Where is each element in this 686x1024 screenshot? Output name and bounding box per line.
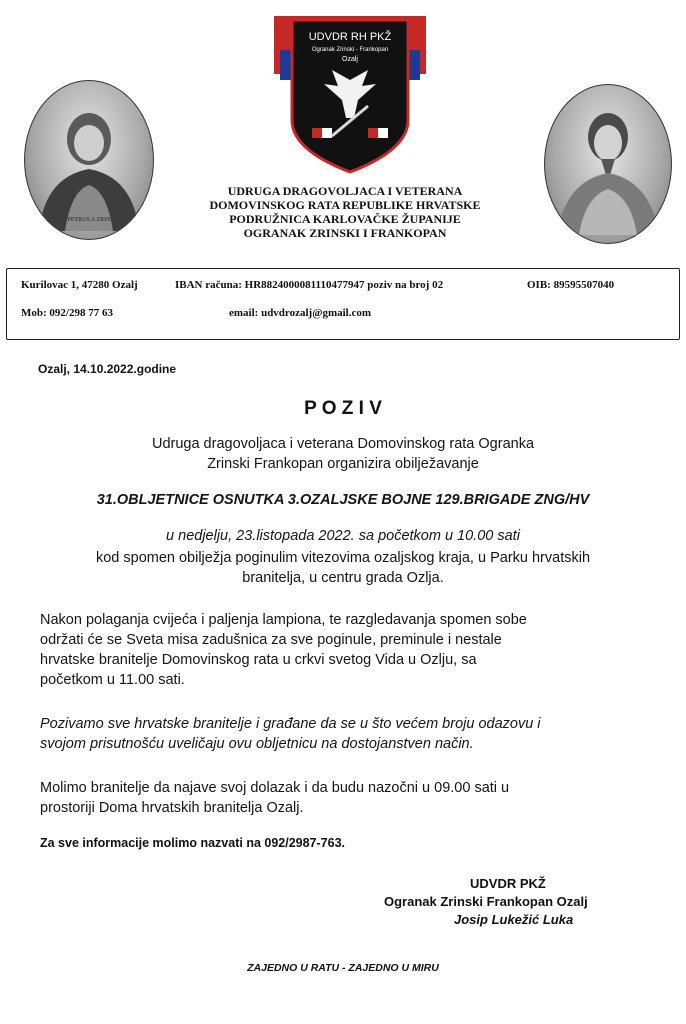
signature-name: Josip Lukežić Luka — [454, 912, 574, 927]
contact-box — [6, 268, 680, 340]
where-line-1: kod spomen obilježja poginulim vitezovima ozaljskog kraja, u Parku hrvatskih — [95, 550, 591, 566]
contact-email: email: udvdrozalj@gmail.com — [229, 307, 372, 319]
contact-address: Kurilovac 1, 47280 Ozalj — [21, 279, 138, 291]
p1-line-1: Nakon polaganja cvijeća i paljenja lampiona, te razgledavanja spomen sobe — [40, 612, 527, 628]
emblem-subtitle: Ogranak Zrinski - Frankopan — [311, 47, 389, 53]
emblem-logo — [272, 10, 428, 178]
paragraph-arrival — [40, 778, 670, 818]
p2-line-1: Pozivamo sve hrvatske branitelje i građane da se u što većem broju odazovu i — [40, 716, 541, 732]
signature-branch: Ogranak Zrinski Frankopan Ozalj — [384, 894, 588, 909]
org-line-2: DOMOVINSKOG RATA REPUBLIKE HRVATSKE — [209, 198, 481, 212]
org-line-3: PODRUŽNICA KARLOVAČKE ŽUPANIJE — [229, 212, 461, 226]
p1-line-2: održati će se Sveta misa zadušnica za sve poginule, preminule i nestale — [40, 632, 502, 648]
intro-line-2: Zrinski Frankopan organizira obilježavanje — [207, 456, 479, 472]
where-line-2: branitelja, u centru grada Ozlja. — [242, 570, 444, 586]
emblem-place: Ozalj — [342, 56, 358, 63]
letter-intro — [60, 434, 626, 474]
org-name-block — [160, 184, 530, 240]
p1-line-3: hrvatske branitelje Domovinskog rata u crkvi svetog Vida u Ozlju, sa — [40, 652, 477, 668]
event-when: u nedjelju, 23.listopada 2022. sa početkom u 10.00 sati — [166, 528, 520, 544]
p3-line-2: prostoriji Doma hrvatskih branitelja Ozalj. — [40, 800, 304, 816]
intro-line-1: Udruga dragovoljaca i veterana Domovinskog rata Ogranka — [151, 436, 535, 452]
portrait-right-figure — [545, 85, 671, 243]
emblem-checker — [312, 128, 322, 138]
contact-iban: IBAN računa: HR8824000081110477947 poziv na broj 02 — [175, 279, 444, 291]
signature-org: UDVDR PKŽ — [470, 876, 546, 891]
portrait-left-caption: PETRUS A ZRIN — [67, 217, 111, 223]
event-where — [24, 548, 662, 588]
contact-oib: OIB: 89595507040 — [527, 279, 615, 291]
portrait-left-figure — [25, 81, 153, 239]
portrait-right — [544, 84, 672, 244]
p2-line-2: svojom prisutnošću uveličaju ovu obljetnicu na dostojanstven način. — [40, 736, 474, 752]
p3-line-1: Molimo branitelje da najave svoj dolazak i da budu nazočni u 09.00 sati u — [40, 780, 510, 796]
paragraph-mass — [40, 610, 660, 690]
paragraph-invitation — [40, 714, 670, 754]
info-phone: Za sve informacije molimo nazvati na 092/2987-763. — [40, 836, 346, 850]
portrait-left — [24, 80, 154, 240]
org-line-4: OGRANAK ZRINSKI I FRANKOPAN — [243, 226, 447, 240]
org-line-1: UDRUGA DRAGOVOLJACA I VETERANA — [227, 184, 463, 198]
event-name: 31.OBLJETNICE OSNUTKA 3.OZALJSKE BOJNE 129.BRIGADE ZNG/HV — [96, 492, 590, 508]
letter-title: P O Z I V — [304, 398, 382, 419]
motto: ZAJEDNO U RATU - ZAJEDNO U MIRU — [247, 962, 439, 974]
contact-mob: Mob: 092/298 77 63 — [21, 307, 113, 319]
emblem-title: UDVDR RH PKŽ — [308, 31, 392, 43]
p1-line-4: početkom u 11.00 sati. — [40, 672, 185, 688]
letter-date: Ozalj, 14.10.2022.godine — [38, 362, 177, 376]
